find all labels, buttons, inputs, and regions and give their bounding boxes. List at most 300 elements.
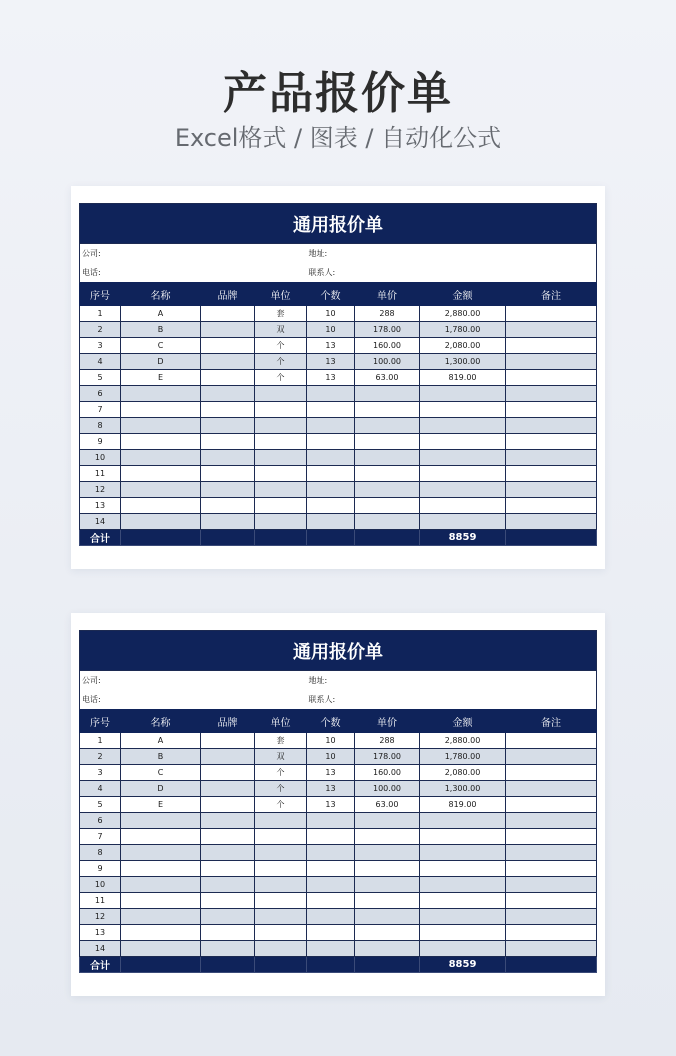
table-cell[interactable]	[307, 909, 355, 925]
table-cell[interactable]: 个	[255, 781, 307, 797]
table-cell[interactable]	[355, 845, 420, 861]
table-cell[interactable]	[121, 909, 201, 925]
table-cell[interactable]: 套	[255, 733, 307, 749]
column-header-row	[80, 283, 597, 306]
table-cell[interactable]: 288	[355, 733, 420, 749]
total-empty-cell	[506, 530, 597, 546]
table-cell[interactable]	[201, 418, 255, 434]
quote-table	[79, 630, 597, 973]
table-row	[80, 877, 597, 893]
table-cell[interactable]	[355, 386, 420, 402]
total-empty-cell	[506, 957, 597, 973]
column-header: 单价	[355, 710, 420, 733]
table-cell[interactable]	[255, 482, 307, 498]
table-cell[interactable]: 个	[255, 370, 307, 386]
table-cell[interactable]	[355, 466, 420, 482]
table-cell[interactable]	[121, 514, 201, 530]
table-cell[interactable]	[307, 861, 355, 877]
table-cell[interactable]: 个	[255, 797, 307, 813]
table-cell[interactable]	[255, 498, 307, 514]
table-cell[interactable]	[506, 781, 597, 797]
column-header: 单位	[255, 710, 307, 733]
table-cell[interactable]	[255, 893, 307, 909]
total-label: 合计	[80, 530, 121, 546]
table-cell[interactable]: B	[121, 322, 201, 338]
total-empty-cell	[307, 957, 355, 973]
table-cell[interactable]	[121, 877, 201, 893]
table-cell[interactable]: 1,300.00	[420, 781, 506, 797]
table-cell[interactable]: 10	[80, 877, 121, 893]
table-row	[80, 482, 597, 498]
table-cell[interactable]	[201, 909, 255, 925]
table-cell[interactable]: C	[121, 765, 201, 781]
table-cell[interactable]	[201, 893, 255, 909]
table-cell[interactable]	[255, 813, 307, 829]
table-cell[interactable]	[255, 909, 307, 925]
table-cell[interactable]	[255, 845, 307, 861]
table-cell[interactable]	[121, 466, 201, 482]
table-cell[interactable]	[506, 877, 597, 893]
column-header: 金额	[420, 283, 506, 306]
table-cell[interactable]: 6	[80, 386, 121, 402]
table-cell[interactable]	[201, 877, 255, 893]
table-cell[interactable]: B	[121, 749, 201, 765]
table-cell[interactable]	[506, 418, 597, 434]
table-cell[interactable]: 1,300.00	[420, 354, 506, 370]
table-cell[interactable]: 个	[255, 765, 307, 781]
table-cell[interactable]	[506, 370, 597, 386]
info-row	[80, 671, 597, 691]
table-cell[interactable]	[201, 845, 255, 861]
table-cell[interactable]	[355, 861, 420, 877]
column-header: 序号	[80, 283, 121, 306]
table-cell[interactable]	[355, 514, 420, 530]
table-cell[interactable]	[506, 514, 597, 530]
table-row	[80, 450, 597, 466]
table-cell[interactable]	[355, 925, 420, 941]
table-cell[interactable]	[255, 386, 307, 402]
address-label: 地址:	[307, 671, 597, 691]
contact-label: 联系人:	[307, 263, 597, 283]
total-empty-cell	[355, 957, 420, 973]
table-cell[interactable]: 10	[307, 306, 355, 322]
column-header-row	[80, 710, 597, 733]
info-row	[80, 690, 597, 710]
table-cell[interactable]: E	[121, 797, 201, 813]
table-cell[interactable]	[201, 354, 255, 370]
table-cell[interactable]: 160.00	[355, 765, 420, 781]
table-cell[interactable]	[506, 893, 597, 909]
table-cell[interactable]: 1,780.00	[420, 749, 506, 765]
table-cell[interactable]: 13	[307, 765, 355, 781]
table-cell[interactable]: 7	[80, 402, 121, 418]
table-cell[interactable]: 2	[80, 749, 121, 765]
table-cell[interactable]	[201, 466, 255, 482]
table-cell[interactable]	[255, 434, 307, 450]
table-cell[interactable]: 双	[255, 322, 307, 338]
table-cell[interactable]	[121, 893, 201, 909]
table-cell[interactable]	[201, 306, 255, 322]
table-row	[80, 749, 597, 765]
table-cell[interactable]	[201, 861, 255, 877]
table-cell[interactable]: 5	[80, 370, 121, 386]
table-cell[interactable]	[121, 845, 201, 861]
table-cell[interactable]	[506, 434, 597, 450]
table-cell[interactable]	[355, 893, 420, 909]
total-label: 合计	[80, 957, 121, 973]
sheet-title-row	[80, 631, 597, 671]
sheet-title: 通用报价单	[80, 631, 597, 671]
table-cell[interactable]	[201, 813, 255, 829]
table-cell[interactable]: 100.00	[355, 354, 420, 370]
column-header: 名称	[121, 283, 201, 306]
table-cell[interactable]	[307, 813, 355, 829]
table-cell[interactable]: 178.00	[355, 749, 420, 765]
table-cell[interactable]: 1,780.00	[420, 322, 506, 338]
phone-label: 电话:	[80, 690, 307, 710]
table-cell[interactable]	[307, 482, 355, 498]
table-cell[interactable]: 双	[255, 749, 307, 765]
table-cell[interactable]: 13	[307, 781, 355, 797]
table-cell[interactable]	[201, 402, 255, 418]
table-cell[interactable]: 10	[307, 749, 355, 765]
table-cell[interactable]	[506, 925, 597, 941]
table-row	[80, 797, 597, 813]
table-cell[interactable]	[121, 925, 201, 941]
table-cell[interactable]: 100.00	[355, 781, 420, 797]
table-row	[80, 386, 597, 402]
table-cell[interactable]	[355, 909, 420, 925]
table-cell[interactable]: 13	[80, 925, 121, 941]
table-cell[interactable]: 个	[255, 354, 307, 370]
table-cell[interactable]	[201, 514, 255, 530]
total-row	[80, 957, 597, 973]
table-cell[interactable]: 14	[80, 941, 121, 957]
table-row	[80, 498, 597, 514]
table-cell[interactable]	[355, 418, 420, 434]
table-cell[interactable]: 8	[80, 418, 121, 434]
table-row	[80, 434, 597, 450]
table-cell[interactable]	[307, 893, 355, 909]
contact-label: 联系人:	[307, 690, 597, 710]
info-row	[80, 244, 597, 264]
table-row	[80, 861, 597, 877]
table-cell[interactable]: 6	[80, 813, 121, 829]
table-cell[interactable]	[355, 402, 420, 418]
table-cell[interactable]	[506, 402, 597, 418]
table-cell[interactable]	[307, 877, 355, 893]
table-cell[interactable]	[420, 402, 506, 418]
sheet-card-1	[71, 186, 605, 569]
table-cell[interactable]: 2	[80, 322, 121, 338]
table-cell[interactable]	[307, 386, 355, 402]
table-cell[interactable]	[307, 829, 355, 845]
table-cell[interactable]	[307, 845, 355, 861]
table-cell[interactable]: 3	[80, 338, 121, 354]
page-subtitle: Excel格式 / 图表 / 自动化公式	[174, 124, 502, 152]
sheet-card-2	[71, 613, 605, 996]
table-cell[interactable]	[506, 322, 597, 338]
quote-table	[79, 203, 597, 546]
table-cell[interactable]	[201, 386, 255, 402]
table-cell[interactable]	[121, 482, 201, 498]
table-cell[interactable]	[355, 482, 420, 498]
table-cell[interactable]: 14	[80, 514, 121, 530]
table-cell[interactable]	[255, 418, 307, 434]
table-cell[interactable]	[121, 813, 201, 829]
table-row	[80, 845, 597, 861]
table-cell[interactable]	[506, 797, 597, 813]
table-cell[interactable]	[420, 386, 506, 402]
phone-label: 电话:	[80, 263, 307, 283]
table-cell[interactable]	[121, 498, 201, 514]
column-header: 品牌	[201, 283, 255, 306]
table-cell[interactable]	[307, 402, 355, 418]
table-cell[interactable]	[201, 370, 255, 386]
table-cell[interactable]: 12	[80, 909, 121, 925]
table-cell[interactable]	[121, 386, 201, 402]
table-cell[interactable]: 9	[80, 861, 121, 877]
page-title: 产品报价单	[223, 68, 453, 119]
table-cell[interactable]	[307, 925, 355, 941]
sheet-title-row	[80, 204, 597, 244]
table-cell[interactable]	[121, 941, 201, 957]
table-cell[interactable]	[420, 434, 506, 450]
total-row	[80, 530, 597, 546]
table-cell[interactable]	[307, 434, 355, 450]
table-cell[interactable]	[506, 813, 597, 829]
table-row	[80, 925, 597, 941]
table-cell[interactable]: 10	[307, 733, 355, 749]
table-cell[interactable]	[121, 450, 201, 466]
table-cell[interactable]	[420, 418, 506, 434]
table-cell[interactable]	[255, 925, 307, 941]
table-cell[interactable]	[121, 402, 201, 418]
table-cell[interactable]	[255, 877, 307, 893]
table-cell[interactable]: 13	[80, 498, 121, 514]
table-cell[interactable]	[420, 941, 506, 957]
address-label: 地址:	[307, 244, 597, 264]
table-cell[interactable]	[307, 466, 355, 482]
total-empty-cell	[255, 530, 307, 546]
table-cell[interactable]	[201, 338, 255, 354]
table-cell[interactable]	[506, 733, 597, 749]
table-cell[interactable]	[201, 733, 255, 749]
table-cell[interactable]: 套	[255, 306, 307, 322]
table-cell[interactable]: 13	[307, 338, 355, 354]
table-cell[interactable]	[201, 941, 255, 957]
table-cell[interactable]	[420, 450, 506, 466]
table-cell[interactable]	[506, 845, 597, 861]
table-cell[interactable]	[506, 386, 597, 402]
column-header: 单价	[355, 283, 420, 306]
table-cell[interactable]	[201, 797, 255, 813]
info-row	[80, 263, 597, 283]
table-row	[80, 306, 597, 322]
table-cell[interactable]: 1	[80, 306, 121, 322]
table-cell[interactable]	[506, 450, 597, 466]
table-cell[interactable]	[255, 829, 307, 845]
column-header: 名称	[121, 710, 201, 733]
table-cell[interactable]: 819.00	[420, 797, 506, 813]
table-row	[80, 893, 597, 909]
table-cell[interactable]	[420, 813, 506, 829]
table-cell[interactable]: 12	[80, 482, 121, 498]
table-cell[interactable]: D	[121, 354, 201, 370]
table-cell[interactable]	[355, 941, 420, 957]
table-cell[interactable]	[255, 402, 307, 418]
table-cell[interactable]	[506, 765, 597, 781]
table-row	[80, 941, 597, 957]
table-row	[80, 322, 597, 338]
table-cell[interactable]	[307, 450, 355, 466]
table-cell[interactable]: A	[121, 733, 201, 749]
table-cell[interactable]	[255, 861, 307, 877]
table-cell[interactable]	[506, 466, 597, 482]
table-cell[interactable]: 2,080.00	[420, 765, 506, 781]
table-cell[interactable]: 11	[80, 893, 121, 909]
table-cell[interactable]	[506, 829, 597, 845]
table-cell[interactable]	[420, 482, 506, 498]
table-row	[80, 338, 597, 354]
column-header: 备注	[506, 710, 597, 733]
table-cell[interactable]: 2,880.00	[420, 733, 506, 749]
table-cell[interactable]: C	[121, 338, 201, 354]
table-cell[interactable]	[307, 418, 355, 434]
table-cell[interactable]: 63.00	[355, 797, 420, 813]
table-cell[interactable]	[121, 829, 201, 845]
table-cell[interactable]	[506, 749, 597, 765]
total-empty-cell	[201, 530, 255, 546]
table-cell[interactable]	[355, 434, 420, 450]
total-empty-cell	[201, 957, 255, 973]
table-cell[interactable]	[355, 450, 420, 466]
total-value: 8859	[420, 957, 506, 973]
table-cell[interactable]: 63.00	[355, 370, 420, 386]
column-header: 金额	[420, 710, 506, 733]
table-cell[interactable]: 5	[80, 797, 121, 813]
table-cell[interactable]	[506, 482, 597, 498]
table-cell[interactable]	[355, 498, 420, 514]
table-cell[interactable]: 4	[80, 354, 121, 370]
table-cell[interactable]	[307, 514, 355, 530]
table-cell[interactable]: 10	[307, 322, 355, 338]
table-cell[interactable]	[420, 925, 506, 941]
table-row	[80, 781, 597, 797]
table-cell[interactable]	[255, 941, 307, 957]
table-cell[interactable]	[201, 765, 255, 781]
table-cell[interactable]	[420, 909, 506, 925]
total-empty-cell	[355, 530, 420, 546]
table-cell[interactable]	[420, 861, 506, 877]
table-cell[interactable]	[506, 941, 597, 957]
column-header: 单位	[255, 283, 307, 306]
table-row	[80, 418, 597, 434]
table-cell[interactable]	[420, 893, 506, 909]
table-cell[interactable]: 个	[255, 338, 307, 354]
table-cell[interactable]	[355, 877, 420, 893]
table-cell[interactable]	[201, 829, 255, 845]
table-cell[interactable]: 2,080.00	[420, 338, 506, 354]
table-cell[interactable]	[201, 434, 255, 450]
table-cell[interactable]: 1	[80, 733, 121, 749]
table-cell[interactable]	[201, 322, 255, 338]
column-header: 个数	[307, 283, 355, 306]
table-cell[interactable]	[355, 829, 420, 845]
table-cell[interactable]	[506, 909, 597, 925]
table-cell[interactable]	[201, 450, 255, 466]
company-label: 公司:	[80, 671, 307, 691]
table-cell[interactable]: 819.00	[420, 370, 506, 386]
total-empty-cell	[121, 957, 201, 973]
table-cell[interactable]	[420, 466, 506, 482]
table-cell[interactable]: E	[121, 370, 201, 386]
table-cell[interactable]: 8	[80, 845, 121, 861]
table-cell[interactable]	[201, 925, 255, 941]
table-cell[interactable]	[201, 498, 255, 514]
total-empty-cell	[307, 530, 355, 546]
table-cell[interactable]	[506, 354, 597, 370]
table-cell[interactable]	[307, 941, 355, 957]
table-cell[interactable]: 288	[355, 306, 420, 322]
table-cell[interactable]	[420, 498, 506, 514]
table-cell[interactable]: 13	[307, 354, 355, 370]
table-cell[interactable]	[255, 450, 307, 466]
table-cell[interactable]: 13	[307, 370, 355, 386]
table-cell[interactable]: 160.00	[355, 338, 420, 354]
table-cell[interactable]: 11	[80, 466, 121, 482]
table-cell[interactable]: 7	[80, 829, 121, 845]
table-cell[interactable]: 3	[80, 765, 121, 781]
table-cell[interactable]	[121, 861, 201, 877]
column-header: 个数	[307, 710, 355, 733]
table-cell[interactable]	[506, 498, 597, 514]
table-cell[interactable]	[506, 861, 597, 877]
table-cell[interactable]: 13	[307, 797, 355, 813]
column-header: 备注	[506, 283, 597, 306]
table-cell[interactable]	[201, 749, 255, 765]
table-cell[interactable]	[420, 514, 506, 530]
table-cell[interactable]	[307, 498, 355, 514]
table-cell[interactable]	[255, 466, 307, 482]
table-cell[interactable]	[420, 829, 506, 845]
table-cell[interactable]: 4	[80, 781, 121, 797]
table-cell[interactable]: 10	[80, 450, 121, 466]
table-cell[interactable]: D	[121, 781, 201, 797]
table-cell[interactable]: 178.00	[355, 322, 420, 338]
table-cell[interactable]	[201, 781, 255, 797]
table-row	[80, 909, 597, 925]
table-row	[80, 765, 597, 781]
table-cell[interactable]	[121, 434, 201, 450]
sheet-title: 通用报价单	[80, 204, 597, 244]
table-row	[80, 370, 597, 386]
table-cell[interactable]	[121, 418, 201, 434]
total-empty-cell	[255, 957, 307, 973]
table-cell[interactable]: 9	[80, 434, 121, 450]
table-cell[interactable]	[255, 514, 307, 530]
table-cell[interactable]	[506, 338, 597, 354]
table-cell[interactable]	[506, 306, 597, 322]
table-row	[80, 829, 597, 845]
table-cell[interactable]	[420, 877, 506, 893]
table-cell[interactable]	[355, 813, 420, 829]
table-cell[interactable]	[420, 845, 506, 861]
table-cell[interactable]: A	[121, 306, 201, 322]
column-header: 序号	[80, 710, 121, 733]
table-cell[interactable]: 2,880.00	[420, 306, 506, 322]
table-cell[interactable]	[201, 482, 255, 498]
